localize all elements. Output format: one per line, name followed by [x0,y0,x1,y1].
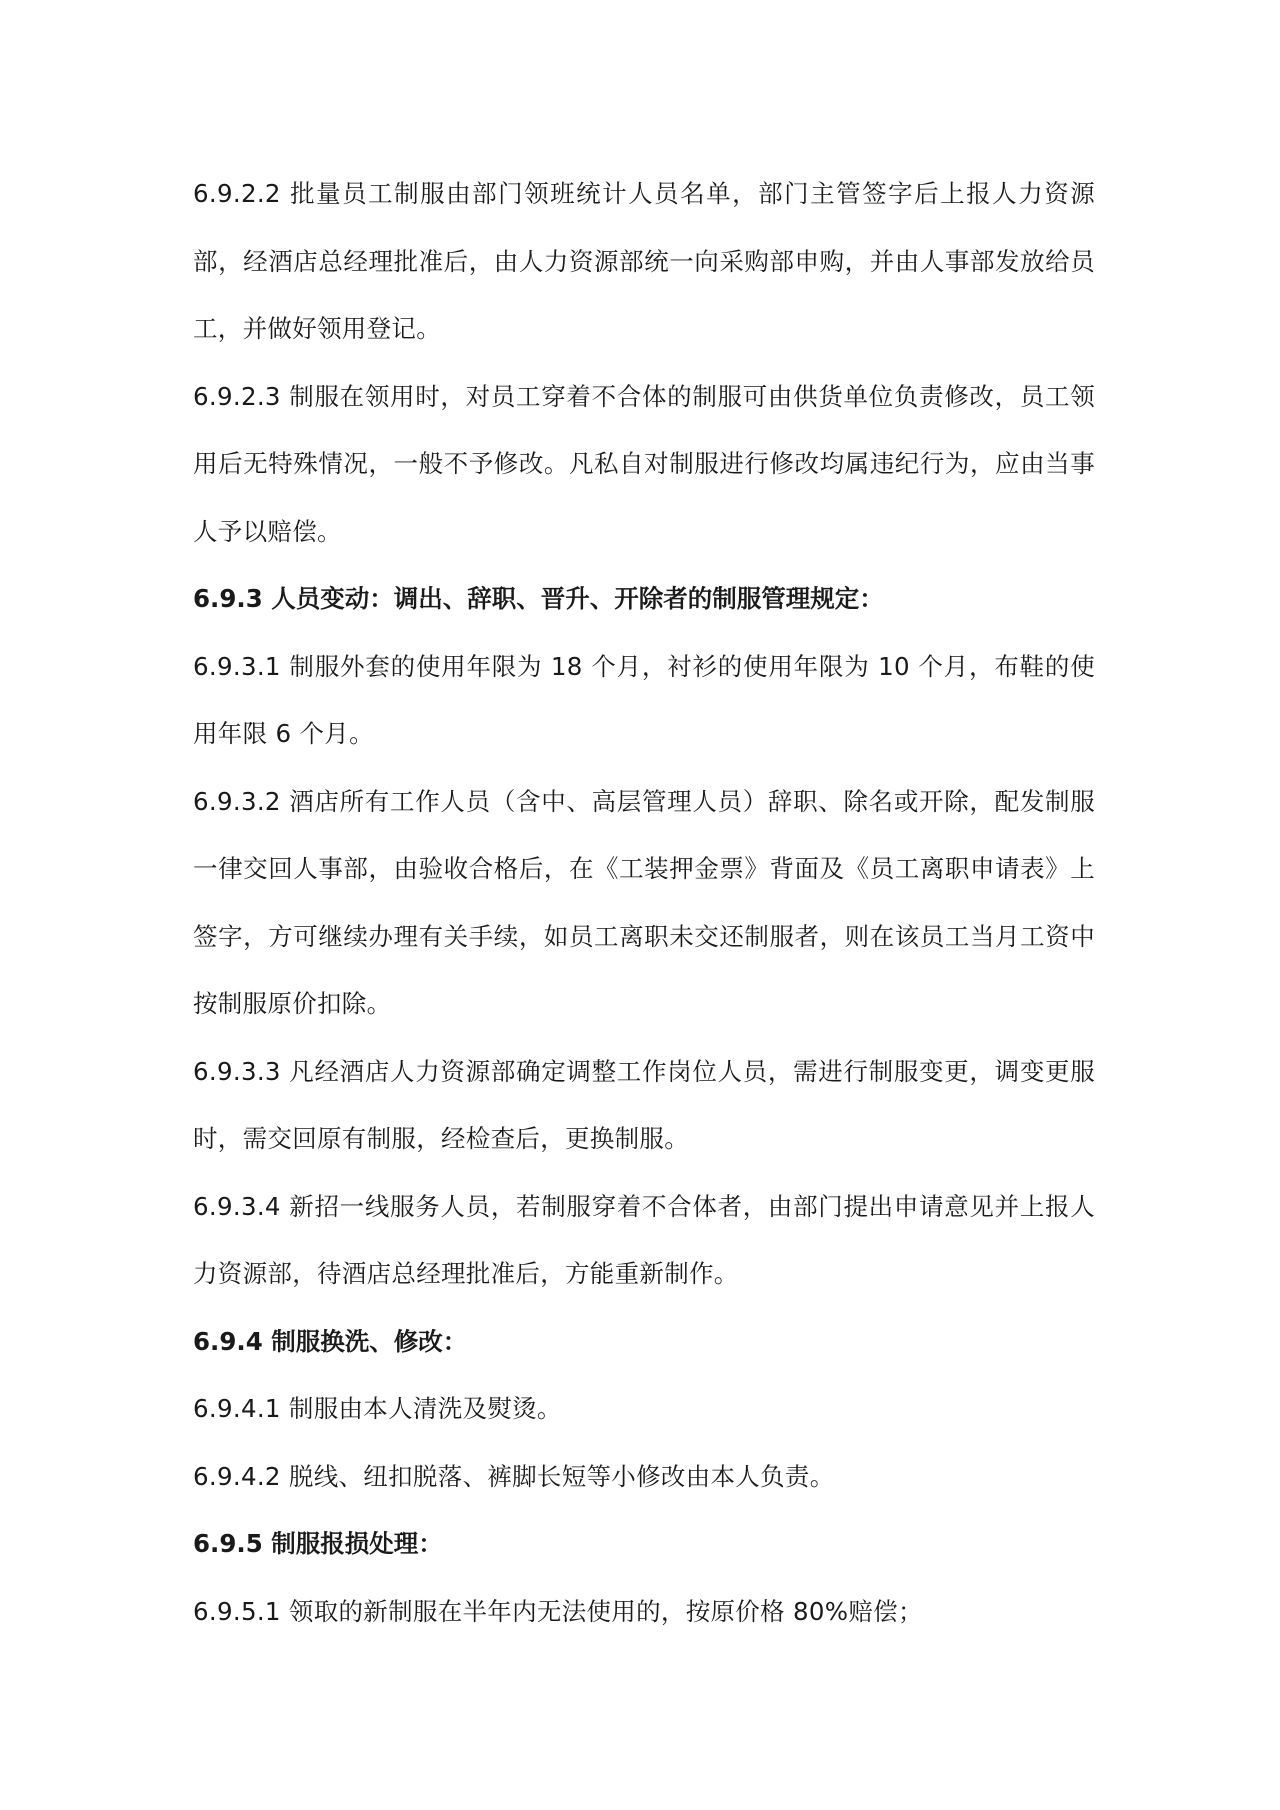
paragraph-6-9-3-4: 6.9.3.4 新招一线服务人员，若制服穿着不合体者，由部门提出申请意见并上报人力资源部，待酒店总经理批准后，方能重新制作。 [193,1191,1095,1288]
section-heading-6-9-5: 6.9.5 制服报损处理： [193,1529,443,1558]
paragraph-6-9-4-2: 6.9.4.2 脱线、纽扣脱落、裤脚长短等小修改由本人负责。 [193,1461,835,1491]
paragraph-6-9-3-1: 6.9.3.1 制服外套的使用年限为 18 个月，衬衫的使用年限为 10 个月，布鞋的使用年限 6 个月。 [193,651,1095,748]
paragraph-6-9-3-2: 6.9.3.2 酒店所有工作人员（含中、高层管理人员）辞职、除名或开除，配发制服一律交回人事部，由验收合格后，在《工装押金票》背面及《员工离职申请表》上签字，方可继续办理有关手续，如员工离职未交还制服者，则在该员工当月工资中按制服原价扣除。 [193,786,1095,1018]
paragraph-6-9-2-2: 6.9.2.2 批量员工制服由部门领班统计人员名单，部门主管签字后上报人力资源部，经酒店总经理批准后，由人力资源部统一向采购部申购，并由人事部发放给员工，并做好领用登记。 [193,179,1095,343]
section-heading-6-9-4: 6.9.4 制服换洗、修改： [193,1326,468,1356]
paragraph-6-9-4-1: 6.9.4.1 制服由本人清洗及熨烫。 [193,1394,562,1423]
paragraph-6-9-2-3: 6.9.2.3 制服在领用时，对员工穿着不合体的制服可由供货单位负责修改，员工领用后无特殊情况，一般不予修改。凡私自对制服进行修改均属违纪行为，应由当事人予以赔偿。 [193,381,1095,546]
paragraph-6-9-3-3: 6.9.3.3 凡经酒店人力资源部确定调整工作岗位人员，需进行制服变更，调变更服时，需交回原有制服，经检查后，更换制服。 [193,1056,1095,1153]
paragraph-6-9-5-1: 6.9.5.1 领取的新制服在半年内无法使用的，按原价格 80%赔偿； [193,1596,923,1626]
section-heading-6-9-3: 6.9.3 人员变动：调出、辞职、晋升、开除者的制服管理规定： [193,584,884,613]
document-body [193,160,1095,1645]
